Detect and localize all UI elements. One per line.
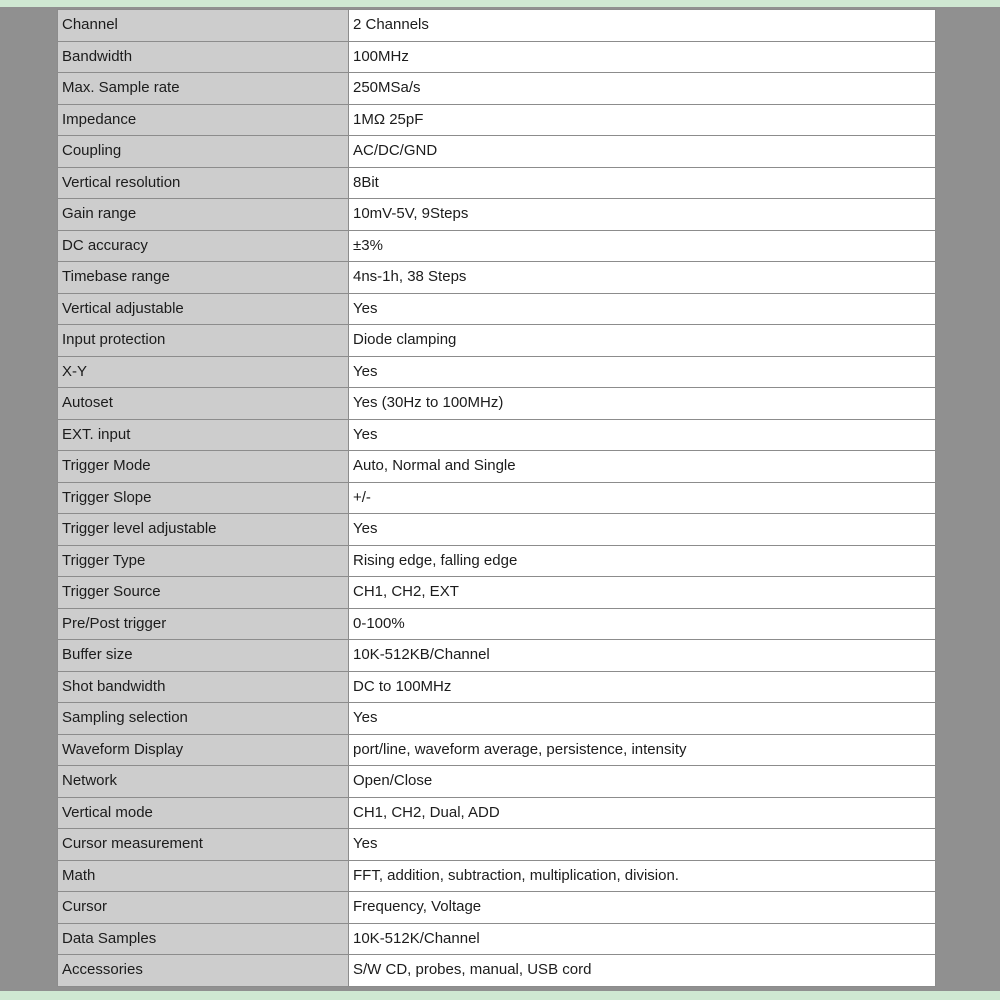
- spec-label-cell: Trigger Slope: [58, 482, 349, 514]
- spec-value-cell: Yes: [349, 293, 936, 325]
- spec-label-cell: Cursor measurement: [58, 829, 349, 861]
- spec-row: [58, 167, 936, 199]
- spec-row: [58, 230, 936, 262]
- spec-row: [58, 262, 936, 294]
- spec-value-cell: Yes (30Hz to 100MHz): [349, 388, 936, 420]
- spec-label-cell: Timebase range: [58, 262, 349, 294]
- spec-value-cell: 10K-512KB/Channel: [349, 640, 936, 672]
- spec-value-cell: 4ns-1h, 38 Steps: [349, 262, 936, 294]
- spec-row: [58, 892, 936, 924]
- spec-label-cell: Shot bandwidth: [58, 671, 349, 703]
- spec-table: [57, 9, 936, 987]
- spec-row: [58, 640, 936, 672]
- spec-value-cell: Frequency, Voltage: [349, 892, 936, 924]
- spec-row: [58, 325, 936, 357]
- spec-value-cell: 1MΩ 25pF: [349, 104, 936, 136]
- spec-row: [58, 829, 936, 861]
- spec-value-cell: Yes: [349, 514, 936, 546]
- spec-value-cell: 2 Channels: [349, 10, 936, 42]
- spec-row: [58, 955, 936, 987]
- spec-value-cell: 8Bit: [349, 167, 936, 199]
- bottom-border-strip: [0, 991, 1000, 1000]
- spec-row: [58, 10, 936, 42]
- spec-value-cell: AC/DC/GND: [349, 136, 936, 168]
- spec-label-cell: X-Y: [58, 356, 349, 388]
- spec-value-cell: Rising edge, falling edge: [349, 545, 936, 577]
- spec-value-cell: Yes: [349, 419, 936, 451]
- spec-label-cell: Gain range: [58, 199, 349, 231]
- spec-label-cell: Accessories: [58, 955, 349, 987]
- spec-label-cell: Autoset: [58, 388, 349, 420]
- spec-row: [58, 136, 936, 168]
- spec-label-cell: Vertical adjustable: [58, 293, 349, 325]
- spec-value-cell: port/line, waveform average, persistence, intensity: [349, 734, 936, 766]
- spec-row: [58, 388, 936, 420]
- spec-row: [58, 923, 936, 955]
- spec-value-cell: 10mV-5V, 9Steps: [349, 199, 936, 231]
- spec-row: [58, 671, 936, 703]
- spec-label-cell: DC accuracy: [58, 230, 349, 262]
- spec-row: [58, 860, 936, 892]
- spec-label-cell: Vertical mode: [58, 797, 349, 829]
- spec-row: [58, 608, 936, 640]
- spec-row: [58, 545, 936, 577]
- spec-label-cell: Sampling selection: [58, 703, 349, 735]
- spec-value-cell: 100MHz: [349, 41, 936, 73]
- spec-value-cell: DC to 100MHz: [349, 671, 936, 703]
- spec-row: [58, 514, 936, 546]
- spec-value-cell: Yes: [349, 829, 936, 861]
- spec-label-cell: Data Samples: [58, 923, 349, 955]
- spec-row: [58, 577, 936, 609]
- spec-value-cell: CH1, CH2, Dual, ADD: [349, 797, 936, 829]
- spec-value-cell: S/W CD, probes, manual, USB cord: [349, 955, 936, 987]
- spec-value-cell: CH1, CH2, EXT: [349, 577, 936, 609]
- spec-row: [58, 734, 936, 766]
- spec-label-cell: Pre/Post trigger: [58, 608, 349, 640]
- top-border-strip: [0, 0, 1000, 7]
- spec-value-cell: Auto, Normal and Single: [349, 451, 936, 483]
- spec-row: [58, 356, 936, 388]
- spec-label-cell: Cursor: [58, 892, 349, 924]
- spec-row: [58, 451, 936, 483]
- spec-row: [58, 419, 936, 451]
- spec-label-cell: Bandwidth: [58, 41, 349, 73]
- spec-row: [58, 766, 936, 798]
- spec-value-cell: Open/Close: [349, 766, 936, 798]
- spec-label-cell: Impedance: [58, 104, 349, 136]
- spec-label-cell: Max. Sample rate: [58, 73, 349, 105]
- spec-value-cell: 250MSa/s: [349, 73, 936, 105]
- spec-row: [58, 199, 936, 231]
- spec-value-cell: ±3%: [349, 230, 936, 262]
- spec-value-cell: Yes: [349, 703, 936, 735]
- spec-label-cell: Trigger Source: [58, 577, 349, 609]
- spec-value-cell: 10K-512K/Channel: [349, 923, 936, 955]
- spec-label-cell: EXT. input: [58, 419, 349, 451]
- spec-row: [58, 293, 936, 325]
- spec-label-cell: Coupling: [58, 136, 349, 168]
- spec-label-cell: Waveform Display: [58, 734, 349, 766]
- spec-row: [58, 797, 936, 829]
- spec-table-body: [58, 10, 936, 987]
- spec-label-cell: Trigger Mode: [58, 451, 349, 483]
- spec-value-cell: Yes: [349, 356, 936, 388]
- spec-label-cell: Trigger Type: [58, 545, 349, 577]
- spec-label-cell: Network: [58, 766, 349, 798]
- spec-row: [58, 104, 936, 136]
- spec-label-cell: Buffer size: [58, 640, 349, 672]
- spec-label-cell: Math: [58, 860, 349, 892]
- spec-row: [58, 73, 936, 105]
- spec-value-cell: 0-100%: [349, 608, 936, 640]
- spec-value-cell: Diode clamping: [349, 325, 936, 357]
- spec-row: [58, 703, 936, 735]
- spec-row: [58, 41, 936, 73]
- spec-value-cell: +/-: [349, 482, 936, 514]
- spec-label-cell: Trigger level adjustable: [58, 514, 349, 546]
- spec-label-cell: Vertical resolution: [58, 167, 349, 199]
- spec-row: [58, 482, 936, 514]
- spec-label-cell: Input protection: [58, 325, 349, 357]
- spec-value-cell: FFT, addition, subtraction, multiplication, division.: [349, 860, 936, 892]
- spec-label-cell: Channel: [58, 10, 349, 42]
